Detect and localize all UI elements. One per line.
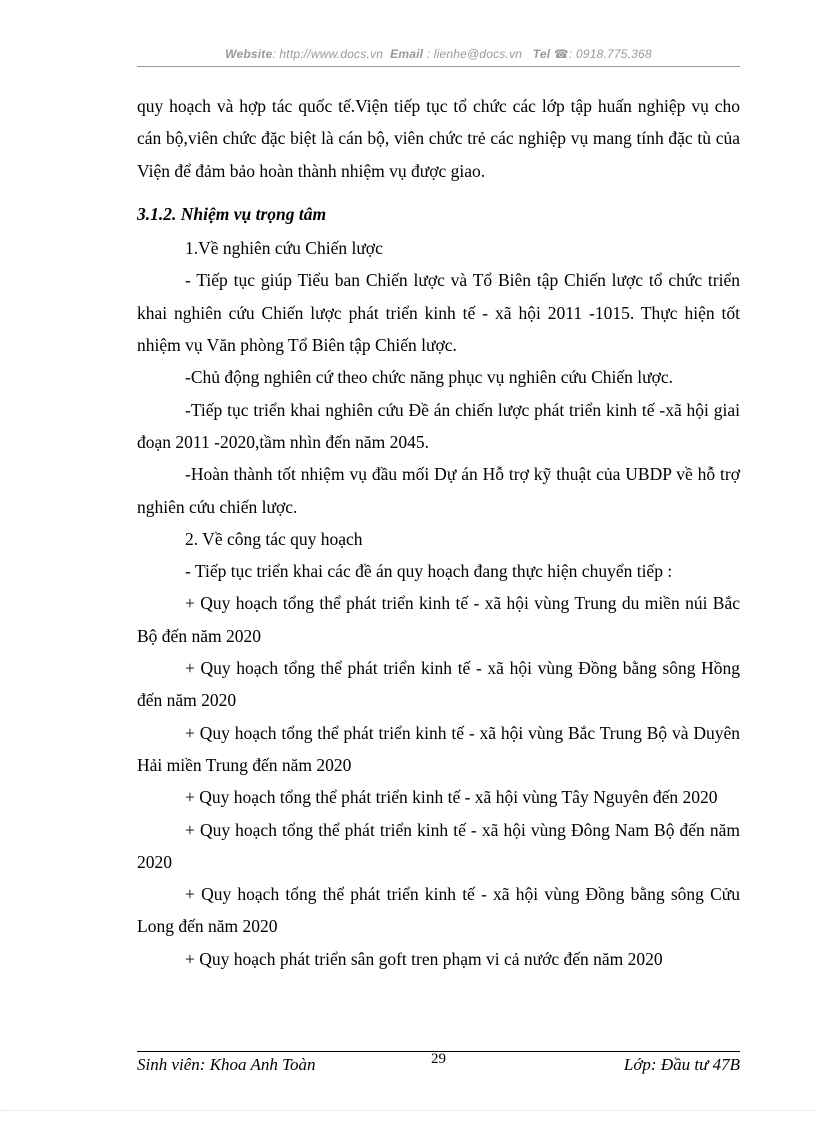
paragraph-strategy-3: -Tiếp tục triển khai nghiên cứu Đề án chiến lược phát triển kinh tế -xã hội giai đoạn 2011 -2020,tầm nhìn đến năm 2045.	[137, 399, 740, 452]
header-tel-label: Tel	[532, 47, 551, 61]
header-email-label: Email	[390, 47, 424, 61]
footer-student: Sinh viên: Khoa Anh Toàn	[137, 1055, 316, 1074]
subsection-title-planning: 2. Về công tác quy hoạch	[185, 528, 363, 549]
paragraph-strategy-4: -Hoàn thành tốt nhiệm vụ đầu mối Dự án Hỗ trợ kỹ thuật của UBDP về hỗ trợ nghiên cứu chiến lược.	[137, 464, 740, 517]
list-item: + Quy hoạch phát triển sân goft tren phạm vi cả nước đến năm 2020	[185, 948, 663, 969]
list-item: + Quy hoạch tổng thể phát triển kinh tế - xã hội vùng Đồng bằng sông Cửu Long đến năm 2020	[137, 884, 740, 937]
header-website-label: Website	[225, 47, 273, 61]
list-item: + Quy hoạch tổng thể phát triển kinh tế - xã hội vùng Trung du miền núi Bắc Bộ đến năm 2020	[137, 593, 740, 646]
header-tel-value: : 0918.775.368	[568, 47, 652, 61]
paragraph-strategy-2: -Chủ động nghiên cứ theo chức năng phục vụ nghiên cứu Chiến lược.	[185, 367, 673, 388]
page-number: 29	[431, 1051, 446, 1067]
paragraph-intro: quy hoạch và hợp tác quốc tế.Viện tiếp tục tổ chức các lớp tập huấn nghiệp vụ cho cán bộ,viên chức đặc biệt là cán bộ, viên chức trẻ các nghiệp vụ mang tính đặc tù của Viện để đảm bảo hoàn thành nhiệm vụ được giao.	[137, 96, 740, 181]
paragraph-strategy-1: - Tiếp tục giúp Tiểu ban Chiến lược và Tổ Biên tập Chiến lược tổ chức triển khai nghiên cứu Chiến lược phát triển kinh tế - xã hội 2011 -1015. Thực hiện tốt nhiệm vụ Văn phòng Tổ Biên tập Chiến lược.	[137, 270, 740, 356]
header-website-link[interactable]: : http://www.docs.vn	[272, 47, 384, 61]
phone-icon: ☎	[553, 47, 569, 61]
list-item: + Quy hoạch tổng thể phát triển kinh tế - xã hội vùng Bắc Trung Bộ và Duyên Hải miền Trung đến năm 2020	[137, 722, 740, 775]
page-header	[137, 47, 740, 61]
page-footer	[137, 1053, 740, 1079]
list-item: + Quy hoạch tổng thể phát triển kinh tế - xã hội vùng Đông Nam Bộ đến năm 2020	[137, 819, 740, 872]
list-item: + Quy hoạch tổng thể phát triển kinh tế - xã hội vùng Đồng bằng sông Hồng đến năm 2020	[137, 658, 740, 711]
subsection-title-strategy: 1.Về nghiên cứu Chiến lược	[185, 238, 383, 259]
paragraph-planning-intro: - Tiếp tục triển khai các đề án quy hoạch đang thực hiện chuyển tiếp :	[185, 561, 673, 582]
section-heading: 3.1.2. Nhiệm vụ trọng tâm	[137, 203, 327, 224]
footer-class: Lớp: Đầu tư 47B	[623, 1055, 740, 1074]
page-bottom-edge	[0, 1110, 816, 1111]
header-email-link[interactable]: : lienhe@docs.vn	[423, 47, 523, 61]
list-item: + Quy hoạch tổng thể phát triển kinh tế - xã hội vùng Tây Nguyên đến 2020	[185, 787, 718, 808]
document-body	[137, 90, 740, 975]
header-divider	[137, 66, 740, 67]
